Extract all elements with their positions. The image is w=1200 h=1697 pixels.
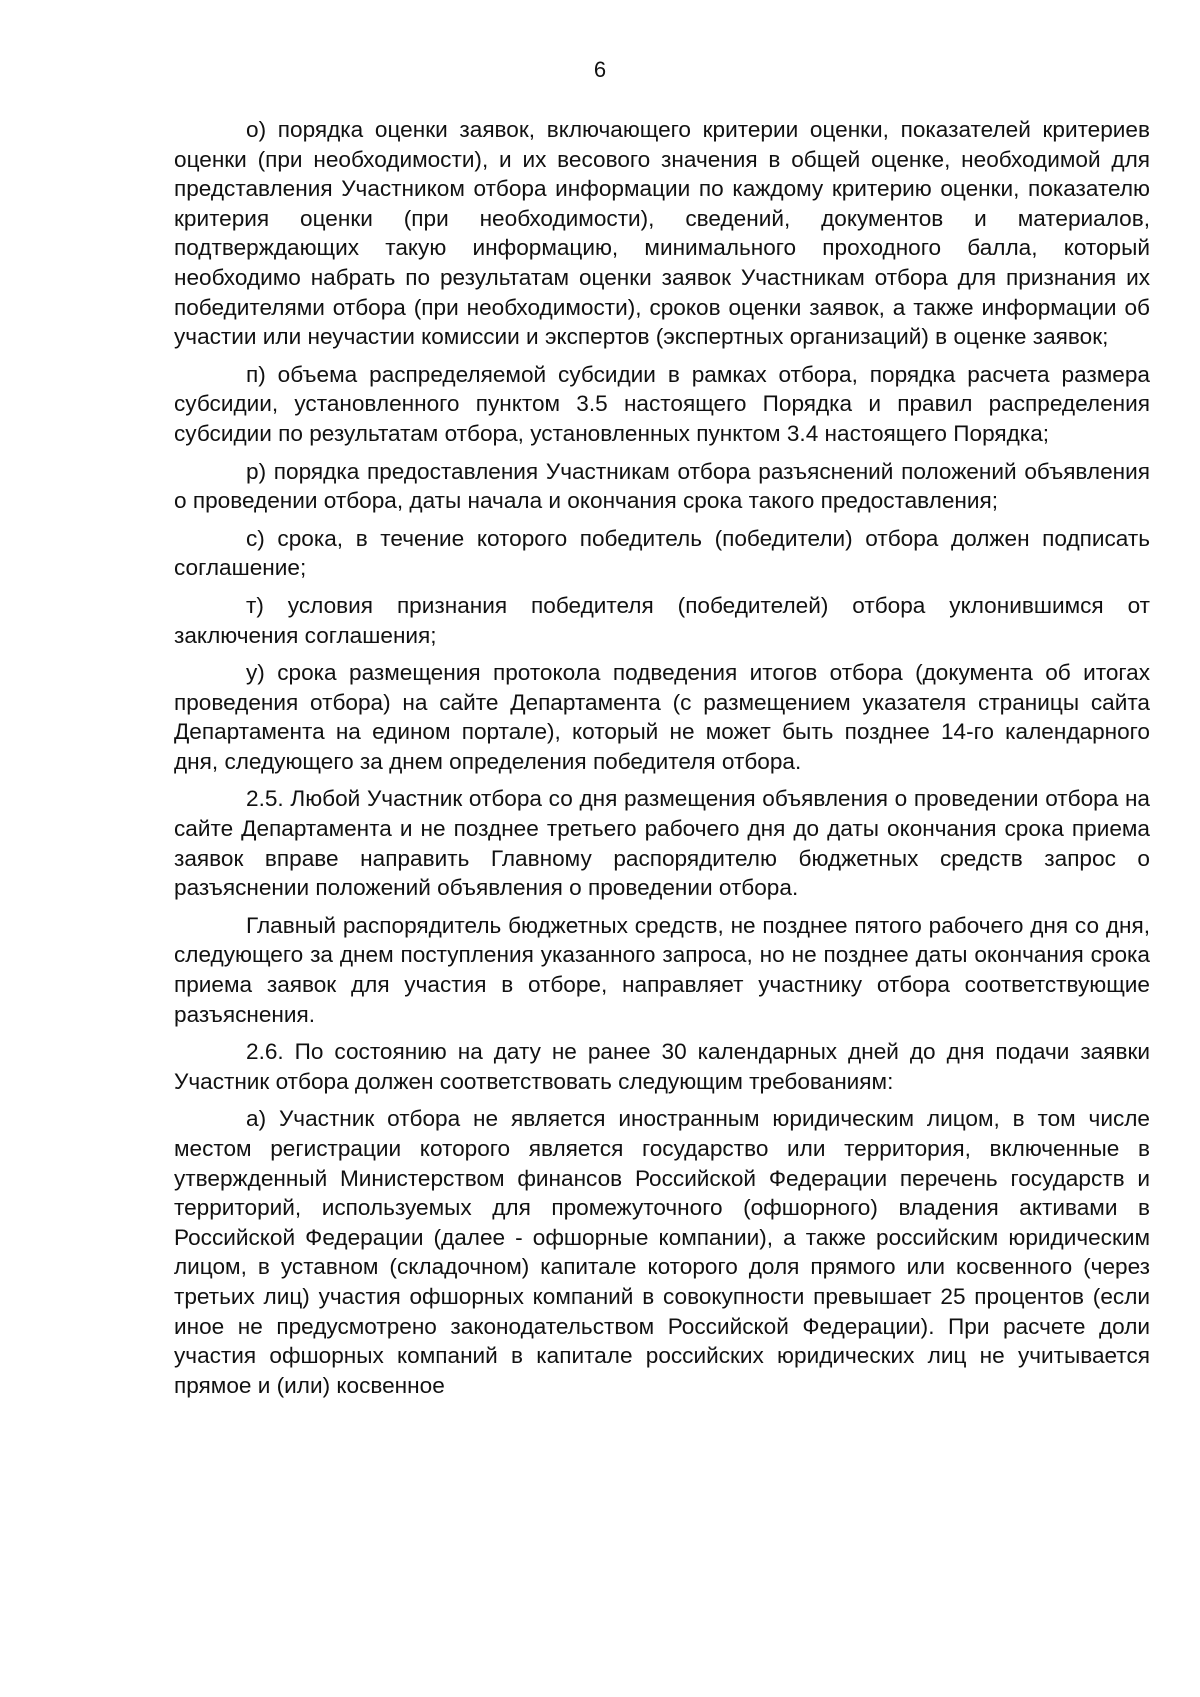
paragraph-p: п) объема распределяемой субсидии в рамках отбора, порядка расчета размера субсидии, установленного пунктом 3.5 настоящего Порядка и правил распределения субсидии по результатам отбора, установленных пунктом 3.4 настоящего Порядка;: [174, 361, 1150, 446]
document-body: [174, 115, 1150, 1408]
paragraph-2-5-reply: Главный распорядитель бюджетных средств, не позднее пятого рабочего дня со дня, следующего за днем поступления указанного запроса, но не позднее даты окончания срока приема заявок для участия в отборе, направляет участнику отбора соответствующие разъяснения.: [174, 912, 1150, 1027]
paragraph-2-6: 2.6. По состоянию на дату не ранее 30 календарных дней до дня подачи заявки Участник отбора должен соответствовать следующим требованиям:: [174, 1039, 1150, 1094]
paragraph-r: р) порядка предоставления Участникам отбора разъяснений положений объявления о проведении отбора, даты начала и окончания срока такого предоставления;: [174, 458, 1150, 514]
paragraph-o: о) порядка оценки заявок, включающего критерии оценки, показателей критериев оценки (при необходимости), и их весового значения в общей оценке, необходимой для представления Участником отбора информации по каждому критерию оценки, показателю критерия оценки (при необходимости), сведений, документов и материалов, подтверждающих такую информацию, минимального проходного балла, который необходимо набрать по результатам оценки заявок Участникам отбора для признания их победителями отбора (при необходимости), сроков оценки заявок, а также информации об участии или неучастии комиссии и экспертов (экспертных организаций) в оценке заявок;: [174, 117, 1150, 350]
paragraph-s: с) срока, в течение которого победитель (победители) отбора должен подписать соглашение;: [174, 525, 1150, 581]
paragraph-t: т) условия признания победителя (победителей) отбора уклонившимся от заключения соглашения;: [174, 592, 1150, 648]
paragraph-u: у) срока размещения протокола подведения итогов отбора (документа об итогах проведения отбора) на сайте Департамента (с размещением указателя страницы сайта Департамента на едином портале), который не может быть позднее 14-го календарного дня, следующего за днем определения победителя отбора.: [174, 660, 1150, 774]
paragraph-2-5: 2.5. Любой Участник отбора со дня размещения объявления о проведении отбора на сайте Департамента и не позднее третьего рабочего дня до даты окончания срока приема заявок вправе направить Главному распорядителю бюджетных средств запрос о разъяснении положений объявления о проведении отбора.: [174, 786, 1150, 901]
paragraph-2-6-a: а) Участник отбора не является иностранным юридическим лицом, в том числе местом регистрации которого является государство или территория, включенные в утвержденный Министерством финансов Российской Федерации перечень государств и территорий, используемых для промежуточного (офшорного) владения активами в Российской Федерации (далее - офшорные компании), а также российским юридическим лицом, в уставном (складочном) капитале которого доля прямого или косвенного (через третьих лиц) участия офшорных компаний в совокупности превышает 25 процентов (если иное не предусмотрено законодательством Российской Федерации). При расчете доли участия офшорных компаний в капитале российских юридических лиц не учитывается прямое и (или) косвенное: [174, 1106, 1150, 1398]
page-number: 6: [593, 57, 607, 82]
